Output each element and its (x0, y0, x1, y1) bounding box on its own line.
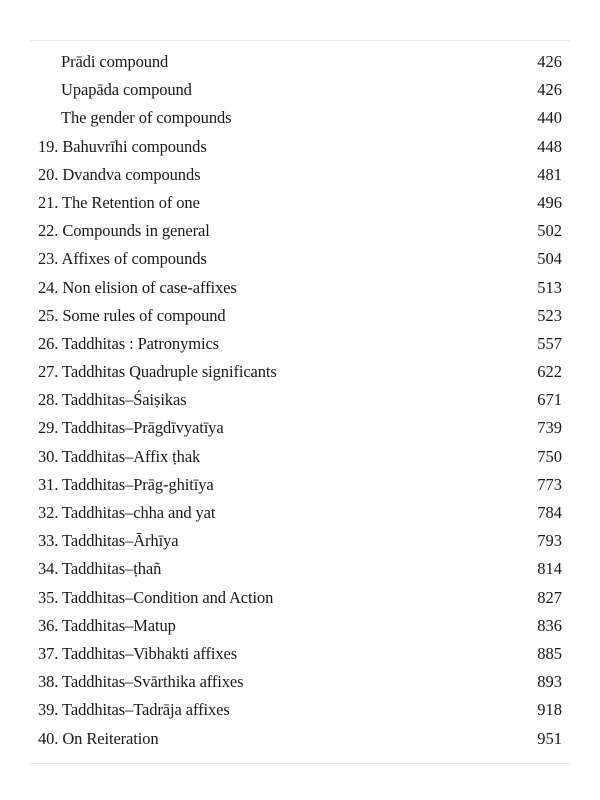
toc-entry (0, 612, 600, 640)
toc-entry-title: 29. Taddhitas–Prāgdīvyatīya (38, 418, 224, 438)
toc-entry-title: 21. The Retention of one (38, 192, 200, 212)
toc-entry-title: 32. Taddhitas–chha and yat (38, 503, 216, 522)
toc-entry-page: 513 (537, 277, 562, 297)
toc-entry (0, 189, 600, 217)
toc-entry (0, 668, 600, 696)
toc-entry-page: 893 (537, 672, 562, 692)
toc-entry-title: 24. Non elision of case-affixes (38, 277, 237, 297)
toc-entry-page: 481 (537, 164, 562, 184)
toc-entry-page: 502 (537, 221, 562, 241)
toc-entry-page: 814 (537, 559, 562, 579)
toc-entry-title: 34. Taddhitas–ṭhañ (38, 559, 162, 579)
toc-entry-title: 28. Taddhitas–Śaiṣikas (38, 390, 187, 410)
toc-entry (0, 358, 600, 386)
toc-entry-title: 20. Dvandva compounds (38, 164, 201, 184)
toc-entry-title: 25. Some rules of compound (38, 305, 226, 325)
toc-entry (0, 133, 600, 161)
toc-entry-title: Upapāda compound (61, 80, 192, 100)
toc-entry-title: 36. Taddhitas–Matup (38, 615, 176, 635)
toc-entry-title: 33. Taddhitas–Ārhīya (38, 531, 179, 551)
toc-entry (0, 471, 600, 499)
toc-entry-page: 836 (537, 615, 562, 635)
toc-entry (0, 499, 600, 527)
toc-entry (0, 274, 600, 302)
toc-entry-page: 622 (537, 362, 562, 382)
toc-entry-page: 773 (537, 474, 562, 494)
bottom-divider (30, 763, 570, 764)
toc-entry-page: 523 (537, 305, 562, 325)
toc-entry-title: The gender of compounds (61, 108, 232, 128)
toc-entry (0, 555, 600, 583)
toc-entry-title: 37. Taddhitas–Vibhakti affixes (38, 643, 238, 663)
toc-entry-page: 793 (537, 531, 562, 551)
toc-entry-page: 448 (537, 136, 562, 156)
toc-entry-page: 827 (537, 587, 562, 607)
toc-entry-page: 504 (537, 249, 562, 269)
toc-entry (0, 76, 600, 104)
toc-entry-page: 918 (537, 700, 562, 720)
toc-entry-title: 23. Affixes of compounds (38, 249, 207, 269)
table-of-contents (0, 48, 600, 753)
toc-entry-page: 885 (537, 643, 562, 663)
toc-entry-page: 557 (537, 333, 562, 353)
toc-entry (0, 386, 600, 414)
toc-entry-title: 30. Taddhitas–Affix ṭhak (38, 446, 201, 466)
toc-entry-title: 22. Compounds in general (38, 221, 210, 241)
toc-entry-title: 27. Taddhitas Quadruple significants (38, 362, 277, 382)
toc-entry (0, 330, 600, 358)
toc-entry-page: 750 (537, 446, 562, 466)
toc-entry-title: 40. On Reiteration (38, 728, 159, 748)
toc-entry (0, 245, 600, 273)
toc-entry (0, 104, 600, 132)
toc-entry-title: 26. Taddhitas : Patronymics (38, 333, 219, 353)
top-divider (30, 40, 570, 41)
toc-entry-page: 739 (537, 418, 562, 438)
toc-entry-page: 426 (537, 80, 562, 100)
toc-entry (0, 527, 600, 555)
toc-entry-page: 426 (537, 52, 562, 71)
toc-entry (0, 161, 600, 189)
toc-entry (0, 584, 600, 612)
toc-entry (0, 443, 600, 471)
toc-entry-page: 671 (537, 390, 562, 410)
toc-entry (0, 217, 600, 245)
toc-entry-title: 38. Taddhitas–Svārthika affixes (38, 672, 244, 692)
toc-entry (0, 414, 600, 442)
toc-entry-title: 39. Taddhitas–Tadrāja affixes (38, 700, 230, 720)
toc-entry (0, 640, 600, 668)
toc-entry-page: 496 (537, 192, 562, 212)
toc-entry-title: 31. Taddhitas–Prāg-ghitīya (38, 474, 214, 494)
toc-entry-title: 35. Taddhitas–Condition and Action (38, 587, 274, 607)
toc-entry (0, 696, 600, 724)
toc-entry (0, 48, 600, 76)
toc-entry (0, 302, 600, 330)
toc-entry-page: 784 (537, 503, 562, 522)
toc-entry-title: 19. Bahuvrīhi compounds (38, 136, 207, 156)
toc-entry (0, 725, 600, 753)
toc-entry-page: 440 (537, 108, 562, 128)
toc-entry-title: Prādi compound (61, 52, 169, 71)
toc-entry-page: 951 (537, 728, 562, 748)
